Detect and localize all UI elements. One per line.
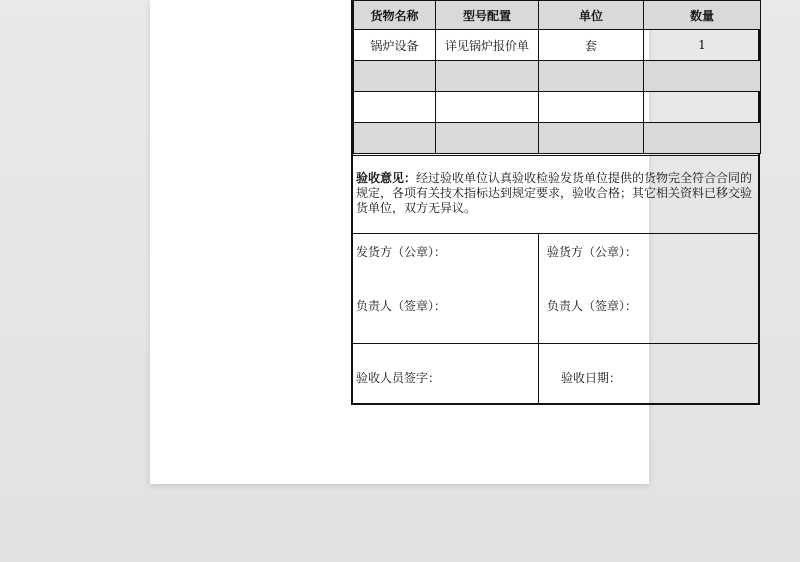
table-cell — [644, 123, 761, 154]
cell-goods-name: 锅炉设备 — [354, 30, 436, 61]
signature-section — [353, 234, 760, 403]
table-cell — [539, 123, 644, 154]
table-cell — [539, 61, 644, 92]
table-cell — [644, 92, 761, 123]
shipper-responsible-label: 负责人（签章）： — [356, 299, 447, 313]
inspector-seal-label: 验货方（公章）： — [547, 245, 638, 259]
table-cell — [436, 61, 539, 92]
table-row — [354, 92, 761, 123]
goods-table — [353, 0, 761, 154]
opinion-text: 经过验收单位认真验收检验发货单位提供的货物完全符合合同的规定，各项有关技术指标达到规定要求，验收合格；其它相关资料已移交验货单位，双方无异议。 — [356, 171, 753, 215]
divider — [353, 343, 760, 344]
table-cell — [354, 123, 436, 154]
table-row — [354, 61, 761, 92]
table-row — [354, 123, 761, 154]
table-cell — [354, 61, 436, 92]
table-cell — [436, 123, 539, 154]
table-cell — [539, 92, 644, 123]
cell-unit: 套 — [539, 30, 644, 61]
acceptance-date-label: 验收日期： — [561, 371, 622, 385]
table-header-row — [354, 1, 761, 30]
staff-signature-label: 验收人员签字： — [356, 371, 441, 385]
table-cell — [436, 92, 539, 123]
opinion-label: 验收意见： — [356, 171, 417, 185]
cell-model-config: 详见锅炉报价单 — [436, 30, 539, 61]
header-quantity: 数量 — [644, 1, 761, 30]
shipper-seal-label: 发货方（公章）： — [356, 245, 447, 259]
cell-quantity: 1 — [644, 30, 761, 61]
header-model-config: 型号配置 — [436, 1, 539, 30]
inspector-responsible-label: 负责人（签章）： — [547, 299, 638, 313]
document-page — [150, 0, 753, 484]
acceptance-form — [351, 0, 760, 405]
divider — [538, 234, 539, 403]
header-unit: 单位 — [539, 1, 644, 30]
header-goods-name: 货物名称 — [354, 1, 436, 30]
table-cell — [644, 61, 761, 92]
acceptance-opinion — [353, 155, 760, 234]
table-cell — [354, 92, 436, 123]
table-row — [354, 30, 761, 61]
